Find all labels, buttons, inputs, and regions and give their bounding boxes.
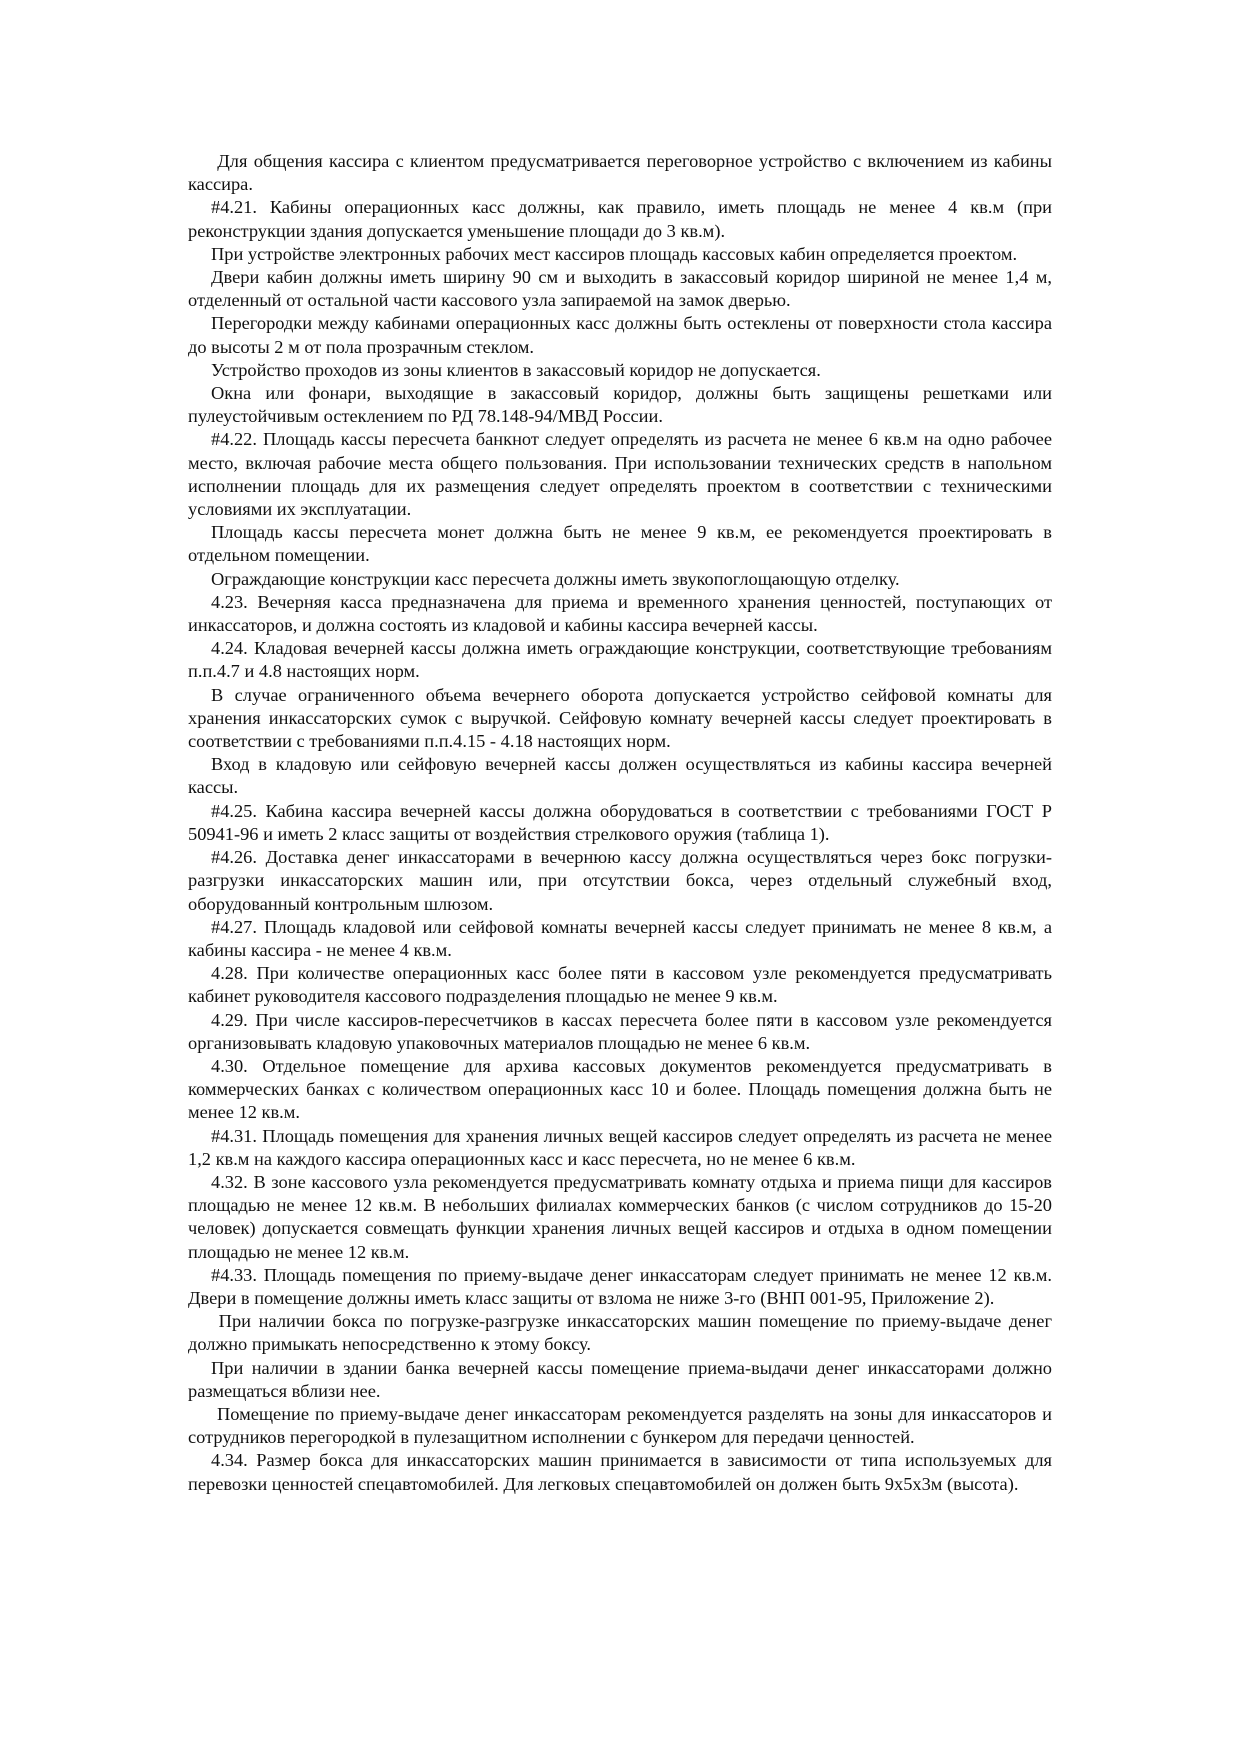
- paragraph: #4.21. Кабины операционных касс должны, как правило, иметь площадь не менее 4 кв.м (при реконструкции здания допускается уменьшение площади до 3 кв.м).: [188, 197, 1057, 241]
- paragraph: #4.26. Доставка денег инкассаторами в вечернюю кассу должна осуществляться через бокс погрузки-разгрузки инкассаторских машин или, при отсутствии бокса, через отдельный служебный вход, оборудованный контрольным шлюзом.: [188, 847, 1057, 914]
- paragraph: Помещение по приему-выдаче денег инкассаторам рекомендуется разделять на зоны для инкассаторов и сотрудников перегородкой в пулезащитном исполнении с бункером для передачи ценностей.: [188, 1403, 1057, 1448]
- paragraph: 4.24. Кладовая вечерней кассы должна иметь ограждающие конструкции, соответствующие требованиям п.п.4.7 и 4.8 настоящих норм.: [188, 638, 1057, 682]
- paragraph: При наличии бокса по погрузке-разгрузке инкассаторских машин помещение по приему-выдаче денег должно примыкать непосредственно к этому боксу.: [188, 1311, 1057, 1355]
- paragraph: 4.23. Вечерняя касса предназначена для приема и временного хранения ценностей, поступающих от инкассаторов, и должна состоять из кладовой и кабины кассира вечерней кассы.: [188, 591, 1057, 636]
- paragraph: В случае ограниченного объема вечернего оборота допускается устройство сейфовой комнаты для хранения инкассаторских сумок с выручкой. Сейфовую комнату вечерней кассы следует проектировать в соответствии с требованиями п.п.4.15 - 4.18 настоящих норм.: [188, 684, 1057, 752]
- paragraph: При устройстве электронных рабочих мест кассиров площадь кассовых кабин определяется проектом.: [211, 243, 1018, 264]
- paragraph: 4.28. При количестве операционных касс более пяти в кассовом узле рекомендуется предусматривать кабинет руководителя кассового подразделения площадью не менее 9 кв.м.: [188, 963, 1057, 1007]
- paragraph: Ограждающие конструкции касс пересчета должны иметь звукопоглощающую отделку.: [211, 568, 900, 589]
- paragraph: #4.27. Площадь кладовой или сейфовой комнаты вечерней кассы следует принимать не менее 8 кв.м, а кабины кассира - не менее 4 кв.м.: [188, 916, 1057, 960]
- paragraph: #4.22. Площадь кассы пересчета банкнот следует определять из расчета не менее 6 кв.м на одно рабочее место, включая рабочие места общего пользования. При использовании технических средств в напольном исполнении площадь для их размещения следует определять проектом в соответствии с техническими условиями их эксплуатации.: [188, 429, 1057, 520]
- document-body: [188, 150, 1057, 1496]
- paragraph: #4.33. Площадь помещения по приему-выдаче денег инкассаторам следует принимать не менее 12 кв.м. Двери в помещение должны иметь класс защиты от взлома не ниже 3-го (ВНП 001-95, Приложение 2).: [188, 1264, 1057, 1308]
- paragraph: Вход в кладовую или сейфовую вечерней кассы должен осуществляться из кабины кассира вечерней кассы.: [188, 754, 1057, 798]
- paragraph: 4.29. При числе кассиров-пересчетчиков в кассах пересчета более пяти в кассовом узле рекомендуется организовывать кладовую упаковочных материалов площадью не менее 6 кв.м.: [188, 1009, 1057, 1053]
- paragraph: 4.34. Размер бокса для инкассаторских машин принимается в зависимости от типа используемых для перевозки ценностей спецавтомобилей. Для легковых спецавтомобилей он должен быть 9х5х3м (высота).: [188, 1450, 1057, 1494]
- paragraph: При наличии в здании банка вечерней кассы помещение приема-выдачи денег инкассаторами должно размещаться вблизи нее.: [188, 1357, 1057, 1401]
- paragraph: #4.25. Кабина кассира вечерней кассы должна оборудоваться в соответствии с требованиями ГОСТ Р 50941-96 и иметь 2 класс защиты от воздействия стрелкового оружия (таблица 1).: [188, 800, 1057, 844]
- paragraph: Перегородки между кабинами операционных касс должны быть остеклены от поверхности стола кассира до высоты 2 м от пола прозрачным стеклом.: [188, 313, 1057, 357]
- paragraph: Площадь кассы пересчета монет должна быть не менее 9 кв.м, ее рекомендуется проектировать в отдельном помещении.: [188, 522, 1057, 566]
- paragraph: Для общения кассира с клиентом предусматривается переговорное устройство с включением из кабины кассира.: [188, 151, 1057, 195]
- paragraph: Двери кабин должны иметь ширину 90 см и выходить в закассовый коридор шириной не менее 1,4 м, отделенный от остальной части кассового узла запираемой на замок дверью.: [188, 267, 1057, 311]
- paragraph: Устройство проходов из зоны клиентов в закассовый коридор не допускается.: [211, 359, 821, 380]
- paragraph: Окна или фонари, выходящие в закассовый коридор, должны быть защищены решетками или пулеустойчивым остеклением по РД 78.148-94/МВД России.: [188, 383, 1057, 427]
- paragraph: 4.30. Отдельное помещение для архива кассовых документов рекомендуется предусматривать в коммерческих банках с количеством операционных касс 10 и более. Площадь помещения должна быть не менее 12 кв.м.: [188, 1055, 1057, 1123]
- paragraph: #4.31. Площадь помещения для хранения личных вещей кассиров следует определять из расчета не менее 1,2 кв.м на каждого кассира операционных касс и касс пересчета, но не менее 6 кв.м.: [188, 1125, 1057, 1169]
- paragraph: 4.32. В зоне кассового узла рекомендуется предусматривать комнату отдыха и приема пищи для кассиров площадью не менее 12 кв.м. В небольших филиалах коммерческих банков (с числом сотрудников до 15-20 человек) допускается совмещать функции хранения личных вещей кассиров и отдыха в одном помещении площадью не менее 12 кв.м.: [188, 1171, 1057, 1262]
